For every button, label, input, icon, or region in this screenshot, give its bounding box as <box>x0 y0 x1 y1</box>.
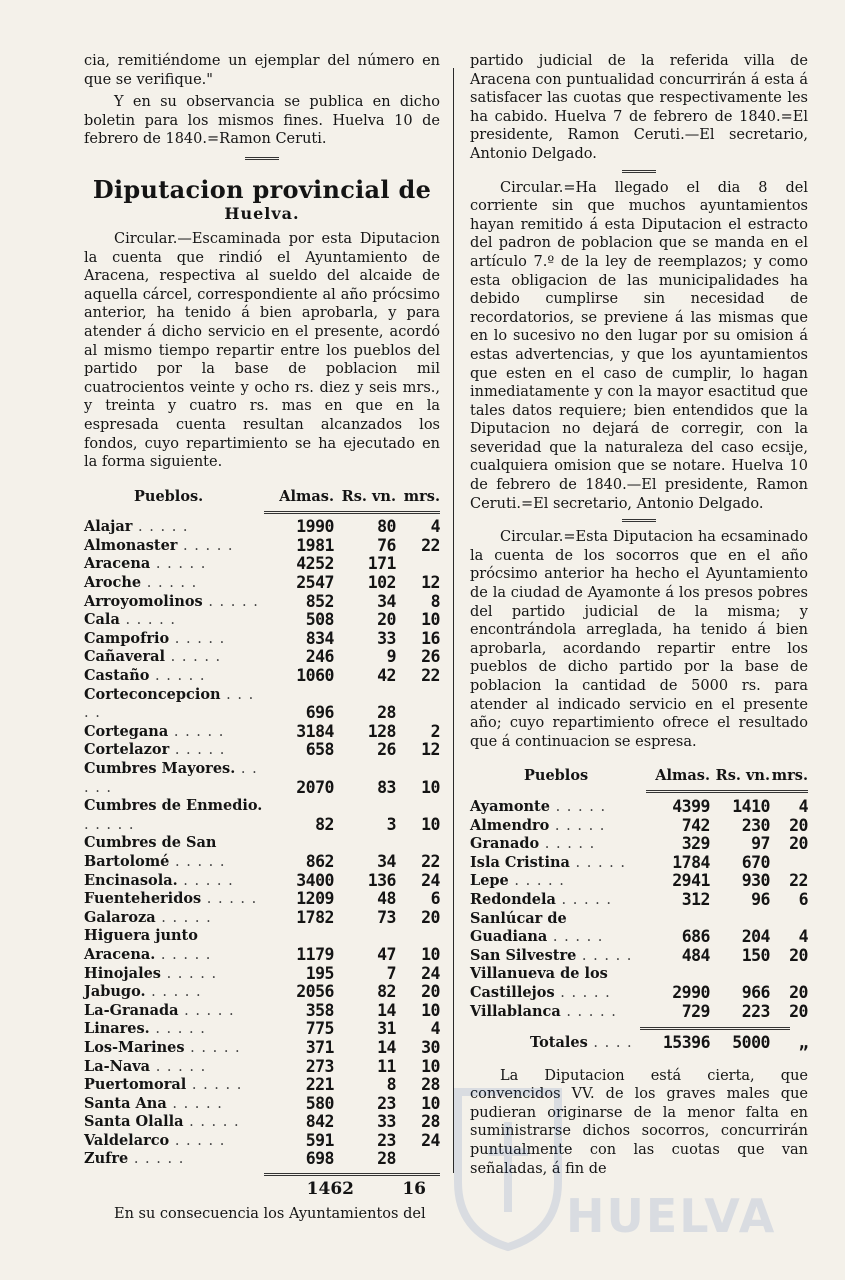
row-name: Alajar <box>84 518 133 536</box>
row-almas: 508 <box>305 610 334 630</box>
row-mrs: 24 <box>421 1130 440 1150</box>
row-almas: 195 <box>305 963 334 983</box>
row-cell-name: Cañaveral . . . . . <box>84 648 222 666</box>
row-name: La-Granada <box>84 1001 179 1019</box>
row-name: Hinojales <box>84 964 161 982</box>
table-row <box>84 983 440 1002</box>
row-name: Santa Olalla <box>84 1113 184 1131</box>
row-rs: 96 <box>751 889 770 909</box>
table-header-2 <box>470 767 808 786</box>
row-rs: 20 <box>377 610 396 630</box>
row-rs: 23 <box>377 1130 396 1150</box>
row-mrs: 10 <box>421 1093 440 1113</box>
row-almas: 1784 <box>672 852 710 872</box>
row-rs: 31 <box>377 1019 396 1039</box>
col-header-mrs-2: mrs. <box>771 767 808 785</box>
aracena-total <box>84 1173 440 1200</box>
row-cell-name: Encinasola. . . . . . <box>84 871 234 889</box>
row-rs: 80 <box>377 517 396 537</box>
row-almas: 2990 <box>672 982 710 1002</box>
row-mrs: 20 <box>421 982 440 1002</box>
row-rs: 14 <box>377 1000 396 1020</box>
row-mrs: 6 <box>798 889 808 909</box>
column-divider <box>453 68 454 1173</box>
row-name: Lepe <box>470 872 509 890</box>
row-mrs: 4 <box>430 517 440 537</box>
row-almas: 2070 <box>296 777 334 797</box>
row-name: Redondela <box>470 890 556 908</box>
row-mrs <box>396 555 440 574</box>
row-mrs: 20 <box>789 982 808 1002</box>
row-cell-name: Valdelarco . . . . . <box>84 1131 226 1149</box>
row-name: Cumbres Mayores. <box>84 760 236 777</box>
row-rs: 3 <box>386 814 396 834</box>
row-almas: 852 <box>305 591 334 611</box>
row-cell-name: Los-Marines . . . . . <box>84 1038 241 1056</box>
table-row <box>470 872 808 891</box>
table-row <box>470 835 808 854</box>
row-mrs: 22 <box>789 871 808 891</box>
row-rs: 8 <box>386 1075 396 1095</box>
row-cell-name: San Silvestre . . . . . <box>470 946 633 964</box>
table-row <box>84 890 440 909</box>
table-row <box>470 910 808 947</box>
row-cell-name: Almonaster . . . . . <box>84 536 234 554</box>
row-almas: 698 <box>305 1149 334 1169</box>
row-almas: 3184 <box>296 721 334 741</box>
row-mrs: 10 <box>421 610 440 630</box>
row-cell-name: Redondela . . . . . <box>470 890 612 908</box>
row-mrs: 26 <box>421 647 440 667</box>
row-almas: 1782 <box>296 907 334 927</box>
table-row <box>84 872 440 891</box>
section-heading: Diputacion provincial de <box>92 174 432 204</box>
row-rs: 28 <box>377 1149 396 1169</box>
row-name: Puertomoral <box>84 1076 187 1094</box>
row-name: Cumbres de Enmedio. <box>84 797 263 815</box>
row-name: Fuenteheridos <box>84 890 202 908</box>
table-row <box>84 611 440 630</box>
row-cell-name: Cortelazor . . . . . <box>84 741 226 759</box>
totals-almas: 15396 <box>662 1033 710 1053</box>
row-almas: 1209 <box>296 889 334 909</box>
row-almas: 4252 <box>296 554 334 574</box>
row-almas: 696 <box>305 703 334 723</box>
aracena-table <box>84 488 440 1169</box>
row-name: Aroche <box>84 574 142 592</box>
row-almas: 775 <box>305 1019 334 1039</box>
row-rs: 7 <box>386 963 396 983</box>
table-row <box>84 909 440 928</box>
row-rs: 150 <box>741 945 770 965</box>
row-rs: 102 <box>367 573 396 593</box>
row-name: Linares. <box>84 1020 150 1038</box>
row-mrs: 22 <box>421 851 440 871</box>
totals-rs: 5000 <box>732 1033 770 1053</box>
row-cell-name: Aracena . . . . . <box>84 555 207 573</box>
row-cell-name: Isla Cristina . . . . . <box>470 853 626 871</box>
row-name: Cortegana <box>84 722 169 740</box>
row-cell-name: Villablanca . . . . . <box>470 1002 617 1020</box>
row-mrs: 20 <box>789 1001 808 1021</box>
row-mrs: 12 <box>421 573 440 593</box>
table-row <box>84 1132 440 1151</box>
row-cell-name: Jabugo. . . . . . <box>84 983 202 1001</box>
col-header-pueblos-2: Pueblos <box>524 767 589 785</box>
row-rs: 34 <box>377 851 396 871</box>
row-cell-name: Santa Olalla . . . . . <box>84 1113 240 1131</box>
totals-row <box>470 1034 808 1053</box>
row-cell-name: Cumbres Mayores. . . . . . <box>84 760 258 796</box>
col-header-pueblos: Pueblos. <box>134 487 204 505</box>
row-mrs: 4 <box>430 1019 440 1039</box>
row-rs: 171 <box>367 554 396 574</box>
row-almas: 82 <box>315 814 334 834</box>
row-name: Cumbres de San Bartolomé <box>84 834 217 870</box>
row-almas: 591 <box>305 1130 334 1150</box>
totals-cell: Totales . . . . <box>530 1034 633 1052</box>
row-cell-name: Cortegana . . . . . <box>84 722 225 740</box>
row-cell-name: Galaroza . . . . . <box>84 908 212 926</box>
table-row <box>84 1113 440 1132</box>
row-almas: 686 <box>681 927 710 947</box>
row-name: Santa Ana <box>84 1094 167 1112</box>
closing-right: La Diputacion está cierta, que convencidos VV. de los graves males que pudieran originarse de la menor falta en suministrarse dichos socorros, concurrirán puntualmente con las cuotas que van señaladas, á fin de <box>470 1067 808 1177</box>
row-almas: 1981 <box>296 535 334 555</box>
table-row <box>84 667 440 686</box>
row-cell-name: Higuera junto Aracena. . . . . . <box>84 927 212 963</box>
row-cell-name: Lepe . . . . . <box>470 872 565 890</box>
row-almas: 742 <box>681 815 710 835</box>
row-name: Valdelarco <box>84 1131 170 1149</box>
row-rs: 82 <box>377 982 396 1002</box>
row-almas: 2056 <box>296 982 334 1002</box>
col-header-rs-2: Rs. vn. <box>715 767 770 785</box>
right-column <box>470 52 808 1178</box>
row-name: Encinasola. <box>84 871 178 889</box>
closing-left: En su consecuencia los Ayuntamientos del <box>114 1206 426 1223</box>
row-almas: 312 <box>681 889 710 909</box>
row-mrs: 20 <box>421 907 440 927</box>
row-name: Los-Marines <box>84 1038 185 1056</box>
row-rs: 47 <box>377 944 396 964</box>
totals-mrs: „ <box>798 1033 808 1053</box>
col-header-mrs: mrs. <box>403 487 440 505</box>
row-rs: 26 <box>377 740 396 760</box>
row-cell-name: Ayamonte . . . . . <box>470 797 607 815</box>
table-row <box>470 854 808 873</box>
row-almas: 2941 <box>672 871 710 891</box>
row-name: Arroyomolinos <box>84 592 203 610</box>
row-rs: 48 <box>377 889 396 909</box>
row-name: Villablanca <box>470 1002 561 1020</box>
table-row <box>84 686 440 723</box>
circular-padron: Circular.=Ha llegado el dia 8 del corriente sin que muchos ayuntamientos hayan remitido á esta Diputacion el estracto del padron de poblacion que se manda en el artículo 7.º de la ley de reemplazos; y como esta obligacion de las municipalidades ha debido cumplirse sin necesidad de recordatorios, se previene á las mismas que en lo sucesivo no den lugar por su omision á estas advertencias, y que los ayuntamientos que esten en el caso de cumplir, lo hagan inmediatamente y con la mayor esactitud que tales datos requiere; bien entendidos que la Diputacion no dejará de corregir, con la severidad que la naturaleza del caso ecsije, cualquiera omision que se notare. Huelva 10 de febrero de 1840.—El presidente, Ramon Ceruti.=El secretario, Antonio Delgado. <box>470 179 808 512</box>
row-almas: 842 <box>305 1112 334 1132</box>
row-almas: 371 <box>305 1037 334 1057</box>
row-almas: 658 <box>305 740 334 760</box>
row-cell-name: Alajar . . . . . <box>84 518 189 536</box>
row-rs: 42 <box>377 666 396 686</box>
row-mrs: 12 <box>421 740 440 760</box>
row-rs: 34 <box>377 591 396 611</box>
table-row <box>84 555 440 574</box>
row-name: Zufre <box>84 1150 129 1168</box>
row-rs: 966 <box>741 982 770 1002</box>
row-almas: 221 <box>305 1075 334 1095</box>
watermark-text: HUELVA <box>566 1189 777 1243</box>
row-cell-name: Santa Ana . . . . . <box>84 1094 223 1112</box>
table-row <box>470 817 808 836</box>
table-row <box>84 593 440 612</box>
col-header-almas-2: Almas. <box>655 767 710 785</box>
table-row <box>84 648 440 667</box>
row-mrs: 24 <box>421 870 440 890</box>
section-rule-3 <box>622 519 656 522</box>
row-name: Jabugo. <box>84 983 146 1001</box>
row-cell-name: Castaño . . . . . <box>84 667 206 685</box>
row-mrs: 22 <box>421 666 440 686</box>
row-almas: 329 <box>681 834 710 854</box>
intro-paragraph-1: cia, remitiéndome un ejemplar del número en que se verifique." <box>84 53 440 88</box>
row-almas: 3400 <box>296 870 334 890</box>
row-name: Isla Cristina <box>470 853 570 871</box>
table-row <box>84 518 440 537</box>
row-almas: 1060 <box>296 666 334 686</box>
row-almas: 484 <box>681 945 710 965</box>
row-cell-name: Almendro . . . . . <box>470 816 606 834</box>
table-row <box>84 965 440 984</box>
row-almas: 580 <box>305 1093 334 1113</box>
row-mrs: 2 <box>430 721 440 741</box>
col-header-rs: Rs. vn. <box>341 487 396 505</box>
table-row <box>470 891 808 910</box>
row-mrs: 6 <box>430 889 440 909</box>
row-name: Cañaveral <box>84 648 166 666</box>
row-cell-name: Arroyomolinos . . . . . <box>84 592 259 610</box>
row-rs: 670 <box>741 852 770 872</box>
row-mrs: 30 <box>421 1037 440 1057</box>
row-mrs <box>396 1150 440 1169</box>
col-header-almas: Almas. <box>279 487 334 505</box>
circular-ayamonte: Circular.=Esta Diputacion ha ecsaminado la cuenta de los socorros que en el año prócsimo anterior ha hecho el Ayuntamiento de la ciudad de Ayamonte á los presos pobres del partido judicial de la misma; y encontrándola arreglada, ha tenido á bien aprobarla, acordando repartir entre los pueblos de dicho partido por la base de poblacion la cantidad de 5000 rs. para atender al indicado servicio en el presente año; cuyo repartimiento ofrece el resultado que á continuacion se espresa. <box>470 529 808 750</box>
row-name: Aracena <box>84 555 151 573</box>
archive-watermark <box>448 1082 788 1252</box>
row-mrs: 8 <box>430 591 440 611</box>
row-mrs <box>770 854 808 873</box>
row-name: San Silvestre <box>470 946 577 964</box>
table-row <box>84 574 440 593</box>
row-almas: 358 <box>305 1000 334 1020</box>
row-name: Villanueva de los Castillejos <box>470 965 608 1001</box>
row-name: Castaño <box>84 667 150 685</box>
row-name: Higuera junto Aracena. <box>84 927 198 963</box>
row-cell-name: Sanlúcar de Guadiana . . . . . <box>470 909 604 946</box>
table-row <box>84 1076 440 1095</box>
row-cell-name: Cala . . . . . <box>84 611 176 629</box>
table-row <box>84 1095 440 1114</box>
row-cell-name: Cumbres de San Bartolomé . . . . . <box>84 834 226 870</box>
section-subheading: Huelva. <box>224 203 300 223</box>
row-mrs: 20 <box>789 815 808 835</box>
row-rs: 83 <box>377 777 396 797</box>
row-name: Sanlúcar de Guadiana <box>470 909 567 946</box>
row-name: Ayamonte <box>470 797 550 815</box>
row-mrs: 28 <box>421 1075 440 1095</box>
circular-aracena: Circular.—Escaminada por esta Diputacion la cuenta que rindió el Ayuntamiento de Aracena, respectiva al sueldo del alcaide de aquella cárcel, correspondiente al año prócsimo anterior, ha tenido á bien aprobarla, y para atender á dicho servicio en el presente, acordó al mismo tiempo repartir entre los pueblos del partido por la base de poblacion mil cuatrocientos veinte y ocho rs. diez y seis mrs., y treinta y cuatro rs. mas en que en la espresada cuenta resultan alcanzados los fondos, cuyo repartimiento se ha ejecutado en la forma siguiente. <box>84 230 440 471</box>
total-mrs: 16 <box>402 1179 426 1200</box>
row-rs: 97 <box>751 834 770 854</box>
row-mrs: 10 <box>421 1000 440 1020</box>
row-name: Galaroza <box>84 908 156 926</box>
row-name: Almonaster <box>84 536 178 554</box>
continuation-paragraph: partido judicial de la referida villa de Aracena con puntualidad concurrirán á esta á satisfacer las cuotas que respectivamente les ha cabido. Huelva 7 de febrero de 1840.=El presidente, Ramon Ceruti.—El secretario, Antonio Delgado. <box>470 53 808 162</box>
table-row <box>84 630 440 649</box>
row-cell-name: Cumbres de Enmedio. . . . . . <box>84 797 263 833</box>
row-rs: 223 <box>741 1001 770 1021</box>
row-mrs: 10 <box>421 944 440 964</box>
row-almas: 862 <box>305 851 334 871</box>
row-rs: 204 <box>741 927 770 947</box>
intro-paragraph-2: Y en su observancia se publica en dicho boletin para los mismos fines. Huelva 10 de febrero de 1840.=Ramon Ceruti. <box>84 94 440 148</box>
row-rs: 11 <box>377 1056 396 1076</box>
row-cell-name: Puertomoral . . . . . <box>84 1076 243 1094</box>
row-mrs <box>396 686 440 723</box>
row-mrs: 10 <box>421 814 440 834</box>
table-row <box>84 1020 440 1039</box>
row-mrs: 28 <box>421 1112 440 1132</box>
section-rule-2 <box>622 170 656 173</box>
table-row <box>84 1002 440 1021</box>
row-rs: 76 <box>377 535 396 555</box>
table-row <box>470 947 808 966</box>
row-name: Campofrio <box>84 629 170 647</box>
row-name: Granado <box>470 835 540 853</box>
row-almas: 1990 <box>296 517 334 537</box>
row-rs: 230 <box>741 815 770 835</box>
row-cell-name: Villanueva de los Castillejos . . . . . <box>470 965 611 1001</box>
row-rs: 1410 <box>732 796 770 816</box>
row-rs: 136 <box>367 870 396 890</box>
row-name: Cortelazor <box>84 741 170 759</box>
crest-icon <box>448 1082 568 1252</box>
ayamonte-table <box>470 767 808 1021</box>
row-name: Corteconcepcion <box>84 685 221 703</box>
row-mrs: 20 <box>789 945 808 965</box>
row-cell-name: Aroche . . . . . <box>84 574 198 592</box>
table-header <box>84 488 440 507</box>
table-row <box>84 1039 440 1058</box>
row-mrs: 16 <box>421 628 440 648</box>
table-row <box>84 797 440 834</box>
row-mrs: 24 <box>421 963 440 983</box>
row-cell-name: Linares. . . . . . <box>84 1020 206 1038</box>
row-mrs: 10 <box>421 1056 440 1076</box>
row-cell-name: Corteconcepcion . . . . . <box>84 685 255 722</box>
row-cell-name: Campofrio . . . . . <box>84 629 226 647</box>
section-rule <box>245 157 279 160</box>
row-rs: 33 <box>377 628 396 648</box>
row-name: Cala <box>84 611 120 629</box>
row-rs: 128 <box>367 721 396 741</box>
row-almas: 2547 <box>296 573 334 593</box>
table-row <box>470 798 808 817</box>
row-rs: 930 <box>741 871 770 891</box>
row-almas: 4399 <box>672 796 710 816</box>
table-row <box>470 965 808 1002</box>
table-row <box>84 1058 440 1077</box>
row-name: La-Nava <box>84 1057 151 1075</box>
table-row <box>84 927 440 964</box>
totals-rule <box>640 1027 790 1030</box>
row-almas: 273 <box>305 1056 334 1076</box>
row-rs: 73 <box>377 907 396 927</box>
row-almas: 729 <box>681 1001 710 1021</box>
row-mrs: 20 <box>789 834 808 854</box>
table-row <box>84 1150 440 1169</box>
row-almas: 246 <box>305 647 334 667</box>
row-mrs: 4 <box>798 796 808 816</box>
table-row <box>84 537 440 556</box>
row-mrs: 22 <box>421 535 440 555</box>
left-column <box>84 52 440 1224</box>
row-cell-name: La-Granada . . . . . <box>84 1001 235 1019</box>
table-row <box>84 723 440 742</box>
totals-label: Totales <box>530 1034 588 1052</box>
table-row <box>84 760 440 797</box>
row-name: Almendro <box>470 816 550 834</box>
row-cell-name: Hinojales . . . . . <box>84 964 218 982</box>
row-rs: 14 <box>377 1037 396 1057</box>
row-cell-name: Fuenteheridos . . . . . <box>84 890 258 908</box>
row-mrs: 10 <box>421 777 440 797</box>
table-row <box>470 1003 808 1022</box>
row-rs: 9 <box>386 647 396 667</box>
row-cell-name: La-Nava . . . . . <box>84 1057 207 1075</box>
row-mrs: 4 <box>798 927 808 947</box>
row-cell-name: Zufre . . . . . <box>84 1150 185 1168</box>
row-almas: 834 <box>305 628 334 648</box>
row-rs: 23 <box>377 1093 396 1113</box>
row-cell-name: Granado . . . . . <box>470 835 596 853</box>
row-rs: 33 <box>377 1112 396 1132</box>
table-row <box>84 834 440 871</box>
row-rs: 28 <box>377 703 396 723</box>
table-row <box>84 741 440 760</box>
row-almas: 1179 <box>296 944 334 964</box>
total-rs: 1462 <box>306 1179 354 1200</box>
